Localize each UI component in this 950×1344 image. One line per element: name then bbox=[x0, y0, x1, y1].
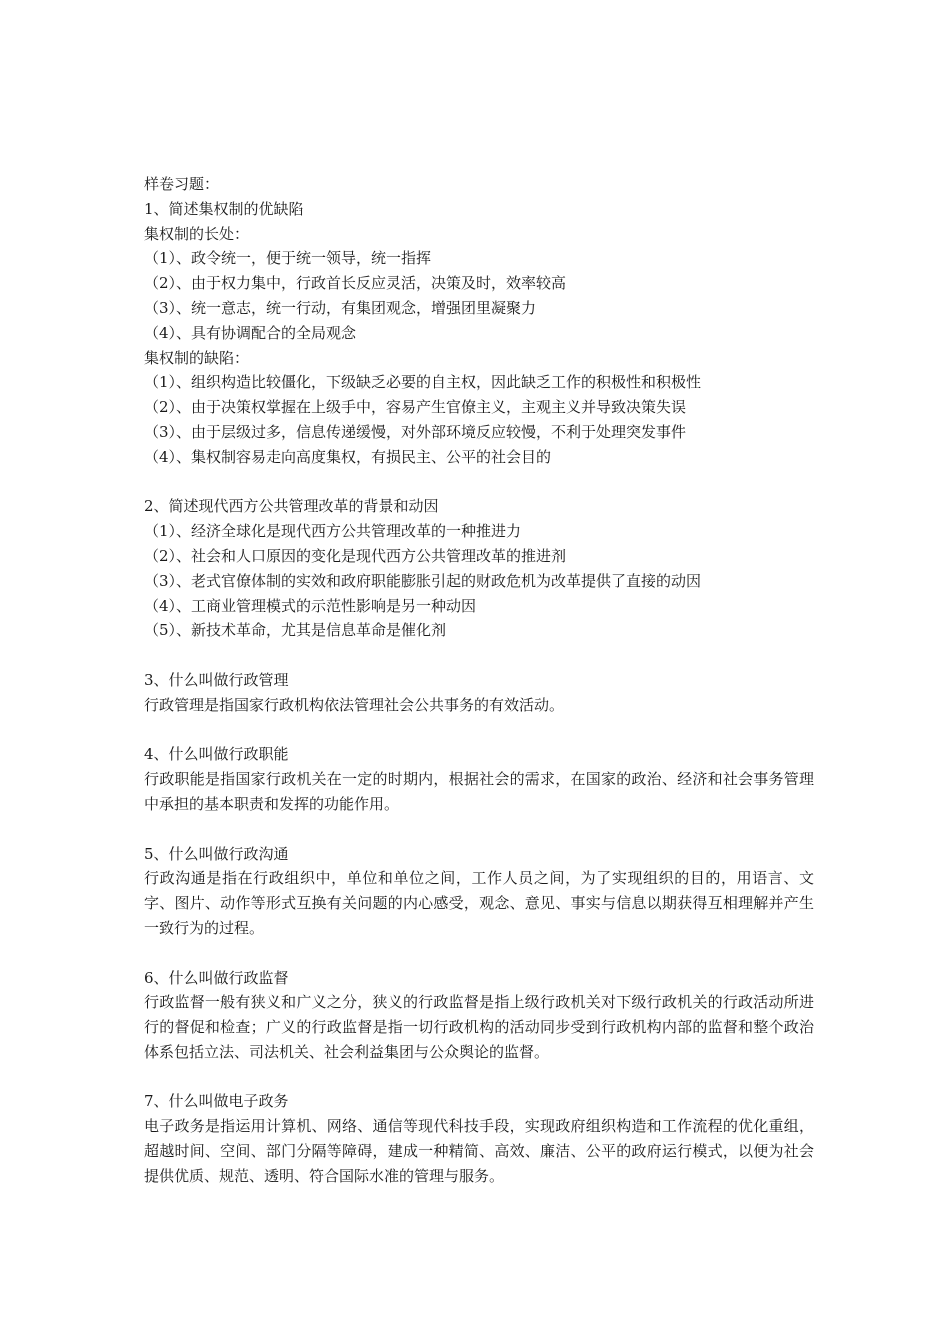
q1-cons-label: 集权制的缺陷： bbox=[144, 348, 250, 367]
q4-heading: 4、什么叫做行政职能 bbox=[144, 745, 289, 764]
paragraph-gap bbox=[144, 643, 814, 668]
q1-pro-item: （4）、具有协调配合的全局观念 bbox=[144, 323, 357, 342]
paragraph-gap bbox=[144, 817, 814, 842]
q1-con-item: （4）、集权制容易走向高度集权，有损民主、公平的社会目的 bbox=[144, 447, 552, 466]
q1-pro-item: （3）、统一意志，统一行动，有集团观念，增强团里凝聚力 bbox=[144, 298, 537, 317]
q1-con-item: （1）、组织构造比较僵化，下级缺乏必要的自主权，因此缺乏工作的积极性和积极性 bbox=[144, 373, 702, 392]
document-page bbox=[144, 172, 814, 1189]
q2-item: （2）、社会和人口原因的变化是现代西方公共管理改革的推进剂 bbox=[144, 546, 567, 565]
q2-item: （3）、老式官僚体制的实效和政府职能膨胀引起的财政危机为改革提供了直接的动因 bbox=[144, 571, 702, 590]
q1-con-item: （3）、由于层级过多，信息传递缓慢，对外部环境反应较慢，不利于处理突发事件 bbox=[144, 422, 687, 441]
q5-answer: 行政沟通是指在行政组织中，单位和单位之间，工作人员之间，为了实现组织的目的，用语言、文字、图片、动作等形式互换有关问题的内心感受，观念、意见、事实与信息以期获得互相理解并产生一致行为的过程。 bbox=[144, 869, 814, 937]
paragraph-gap bbox=[144, 718, 814, 743]
q6-answer: 行政监督一般有狭义和广义之分，狭义的行政监督是指上级行政机关对下级行政机关的行政活动所进行的督促和检查；广义的行政监督是指一切行政机构的活动同步受到行政机构内部的监督和整个政治体系包括立法、司法机关、社会利益集团与公众舆论的监督。 bbox=[144, 993, 814, 1061]
q2-item: （4）、工商业管理模式的示范性影响是另一种动因 bbox=[144, 596, 477, 615]
document-title: 样卷习题： bbox=[144, 175, 220, 193]
q3-answer: 行政管理是指国家行政机构依法管理社会公共事务的有效活动。 bbox=[144, 695, 565, 714]
q1-pro-item: （1）、政令统一，便于统一领导，统一指挥 bbox=[144, 249, 432, 268]
q3-heading: 3、什么叫做行政管理 bbox=[144, 670, 289, 689]
q1-heading: 1、简述集权制的优缺陷 bbox=[144, 199, 304, 218]
q7-answer: 电子政务是指运用计算机、网络、通信等现代科技手段，实现政府组织构造和工作流程的优化重组，超越时间、空间、部门分隔等障碍，建成一种精简、高效、廉洁、公平的政府运行模式，以便为社会提供优质、规范、透明、符合国际水准的管理与服务。 bbox=[144, 1117, 814, 1185]
q1-con-item: （2）、由于决策权掌握在上级手中，容易产生官僚主义，主观主义并导致决策失误 bbox=[144, 398, 687, 417]
q2-heading: 2、简述现代西方公共管理改革的背景和动因 bbox=[144, 497, 439, 516]
q7-heading: 7、什么叫做电子政务 bbox=[144, 1092, 289, 1111]
q6-heading: 6、什么叫做行政监督 bbox=[144, 968, 289, 987]
paragraph-gap bbox=[144, 941, 814, 966]
paragraph-gap bbox=[144, 470, 814, 495]
q1-pro-item: （2）、由于权力集中，行政首长反应灵活，决策及时，效率较高 bbox=[144, 274, 567, 293]
q4-answer: 行政职能是指国家行政机关在一定的时期内，根据社会的需求，在国家的政治、经济和社会事务管理中承担的基本职责和发挥的功能作用。 bbox=[144, 770, 814, 813]
q2-item: （5）、新技术革命，尤其是信息革命是催化剂 bbox=[144, 621, 447, 640]
paragraph-gap bbox=[144, 1065, 814, 1090]
q1-pros-label: 集权制的长处： bbox=[144, 224, 250, 243]
q5-heading: 5、什么叫做行政沟通 bbox=[144, 844, 289, 863]
q2-item: （1）、经济全球化是现代西方公共管理改革的一种推进力 bbox=[144, 522, 522, 541]
